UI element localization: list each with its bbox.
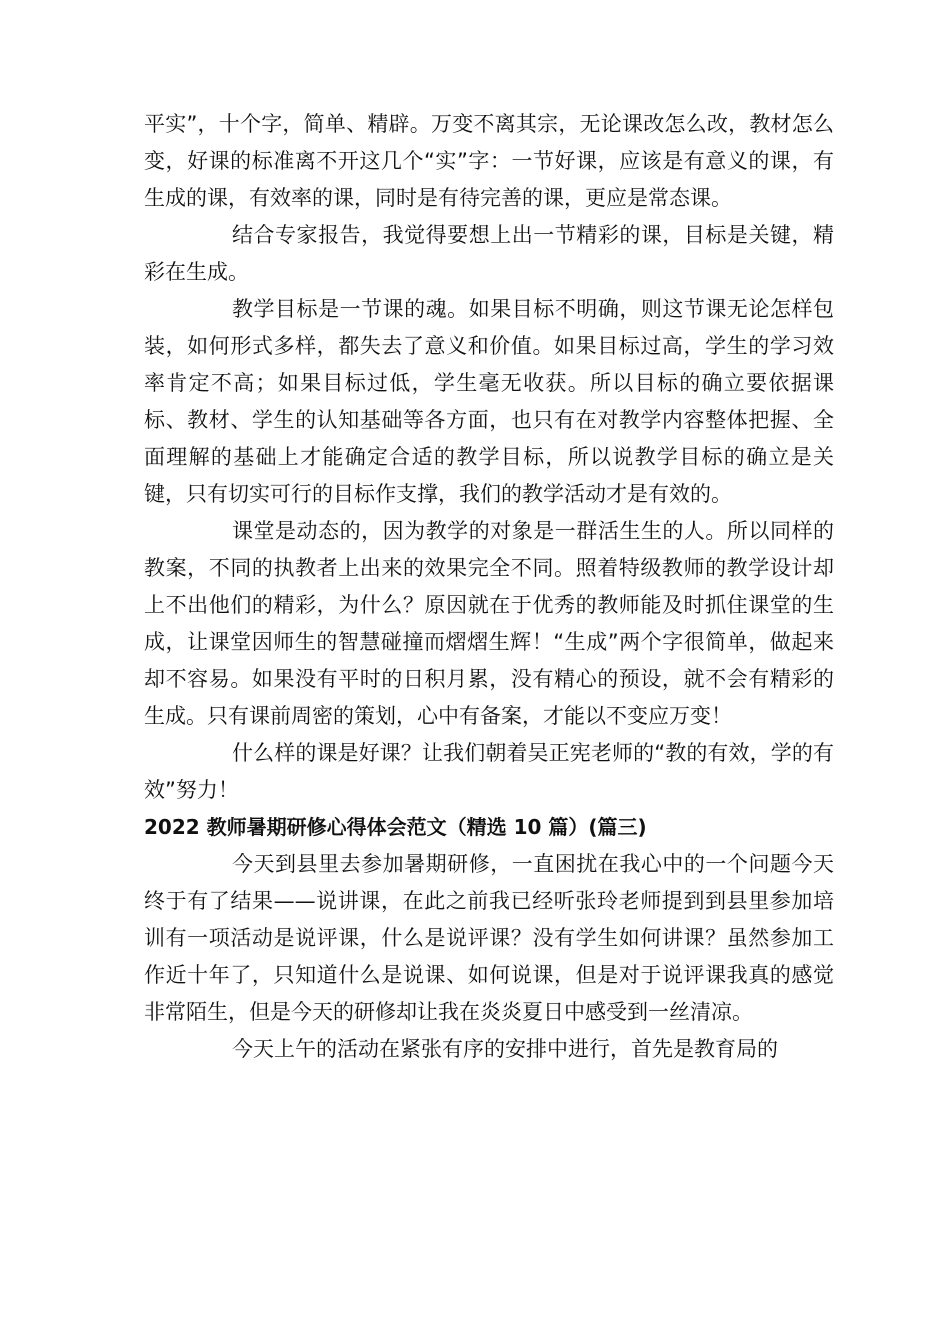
paragraph: 今天上午的活动在紧张有序的安排中进行，首先是教育局的 — [232, 1037, 778, 1061]
paragraph-continued: 平实”，十个字，简单、精辟。万变不离其宗，无论课改怎么改，教材怎么变，好课的标准离不开这几个“实”字：一节好课，应该是有意义的课，有生成的课，有效率的课，同时是有待完善的课，更应是常态课。 — [144, 112, 834, 210]
paragraph: 课堂是动态的，因为教学的对象是一群活生生的人。所以同样的教案，不同的执教者上出来的效果完全不同。照着特级教师的教学设计却上不出他们的精彩，为什么？原因就在于优秀的教师能及时抓住课堂的生成，让课堂因师生的智慧碰撞而熠熠生辉！“生成”两个字很简单，做起来却不容易。如果没有平时的日积月累，没有精心的预设，就不会有精彩的生成。只有课前周密的策划，心中有备案，才能以不变应万变！ — [144, 519, 834, 728]
paragraph: 结合专家报告，我觉得要想上出一节精彩的课，目标是关键，精彩在生成。 — [144, 223, 834, 284]
paragraph: 什么样的课是好课？让我们朝着吴正宪老师的“教的有效，学的有效”努力！ — [144, 741, 834, 802]
paragraph: 教学目标是一节课的魂。如果目标不明确，则这节课无论怎样包装，如何形式多样，都失去了意义和价值。如果目标过高，学生的学习效率肯定不高；如果目标过低，学生毫无收获。所以目标的确立要依据课标、教材、学生的认知基础等各方面，也只有在对教学内容整体把握、全面理解的基础上才能确定合适的教学目标，所以说教学目标的确立是关键，只有切实可行的目标作支撑，我们的教学活动才是有效的。 — [144, 297, 834, 506]
paragraph: 今天到县里去参加暑期研修，一直困扰在我心中的一个问题今天终于有了结果——说讲课，在此之前我已经听张玲老师提到到县里参加培训有一项活动是说评课，什么是说评课？没有学生如何讲课？虽然参加工作近十年了，只知道什么是说课、如何说课，但是对于说评课我真的感觉非常陌生，但是今天的研修却让我在炎炎夏日中感受到一丝清凉。 — [144, 852, 834, 1024]
document-body — [144, 106, 834, 1068]
section-heading: 2022 教师暑期研修心得体会范文（精选 10 篇）(篇三) — [144, 815, 647, 839]
